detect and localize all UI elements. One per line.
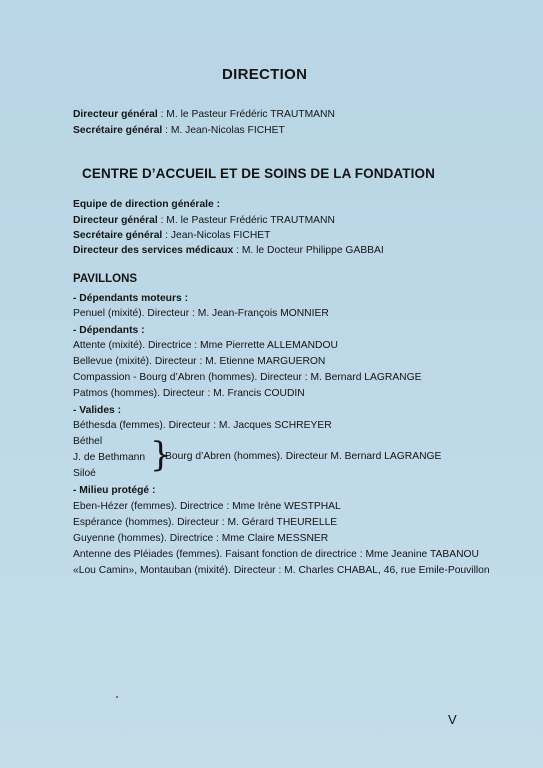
group-description: Bourg d’Abren (hommes). Directeur M. Bernard LAGRANGE: [165, 451, 442, 462]
list-item: Compassion - Bourg d’Abren (hommes). Directeur : M. Bernard LAGRANGE: [73, 372, 422, 383]
list-item: Eben-Hézer (femmes). Directrice : Mme Irène WESTPHAL: [73, 501, 341, 512]
page-number: V: [448, 712, 457, 727]
list-item: Béthesda (femmes). Directeur : M. Jacques SCHREYER: [73, 420, 332, 431]
group-item-siloe: Siloé: [73, 468, 96, 479]
list-item: Espérance (hommes). Directeur : M. Gérard THEURELLE: [73, 517, 338, 528]
group-item-bethel: Béthel: [73, 436, 103, 447]
list-item: Attente (mixité). Directrice : Mme Pierrette ALLEMANDOU: [73, 340, 338, 351]
list-item: Penuel (mixité). Directeur : M. Jean-François MONNIER: [73, 308, 329, 319]
equipe-heading: Equipe de direction générale :: [73, 199, 221, 210]
label: Directeur général: [73, 109, 158, 120]
pavillons-title: PAVILLONS: [73, 273, 138, 285]
centre-line-directeur: [73, 215, 335, 226]
label: Secrétaire général: [73, 125, 163, 136]
centre-line-secretaire: [73, 230, 270, 241]
dependants-heading: - Dépendants :: [73, 325, 145, 336]
centre-title: CENTRE D’ACCUEIL ET DE SOINS DE LA FONDATION: [82, 166, 435, 181]
direction-title: DIRECTION: [222, 66, 308, 83]
speck-mark: [116, 696, 118, 698]
curly-brace-icon: }: [150, 435, 172, 475]
value: : M. le Pasteur Frédéric TRAUTMANN: [157, 215, 335, 226]
value: : M. le Docteur Philippe GABBAI: [233, 245, 384, 256]
list-item: Guyenne (hommes). Directrice : Mme Claire MESSNER: [73, 533, 329, 544]
direction-line-secretaire: [73, 125, 285, 136]
label: Directeur général: [73, 215, 158, 226]
value: : Jean-Nicolas FICHET: [162, 230, 271, 241]
value: : M. le Pasteur Frédéric TRAUTMANN: [157, 109, 335, 120]
milieu-heading: - Milieu protégé :: [73, 485, 156, 496]
list-item: Bellevue (mixité). Directeur : M. Etienne MARGUERON: [73, 356, 326, 367]
list-item: Patmos (hommes). Directeur : M. Francis COUDIN: [73, 388, 305, 399]
direction-line-directeur: [73, 109, 335, 120]
value: : M. Jean-Nicolas FICHET: [162, 125, 285, 136]
label: Directeur des services médicaux: [73, 245, 234, 256]
group-item-bethmann: J. de Bethmann: [73, 452, 146, 463]
valides-heading: - Valides :: [73, 405, 122, 416]
label: Secrétaire général: [73, 230, 163, 241]
list-item: Antenne des Pléiades (femmes). Faisant fonction de directrice : Mme Jeanine TABANOU: [73, 549, 479, 560]
centre-line-medical: [73, 245, 384, 256]
dependants-moteurs-heading: - Dépendants moteurs :: [73, 293, 188, 304]
list-item: «Lou Camin», Montauban (mixité). Directeur : M. Charles CHABAL, 46, rue Emile-Pouvillon: [73, 565, 490, 576]
